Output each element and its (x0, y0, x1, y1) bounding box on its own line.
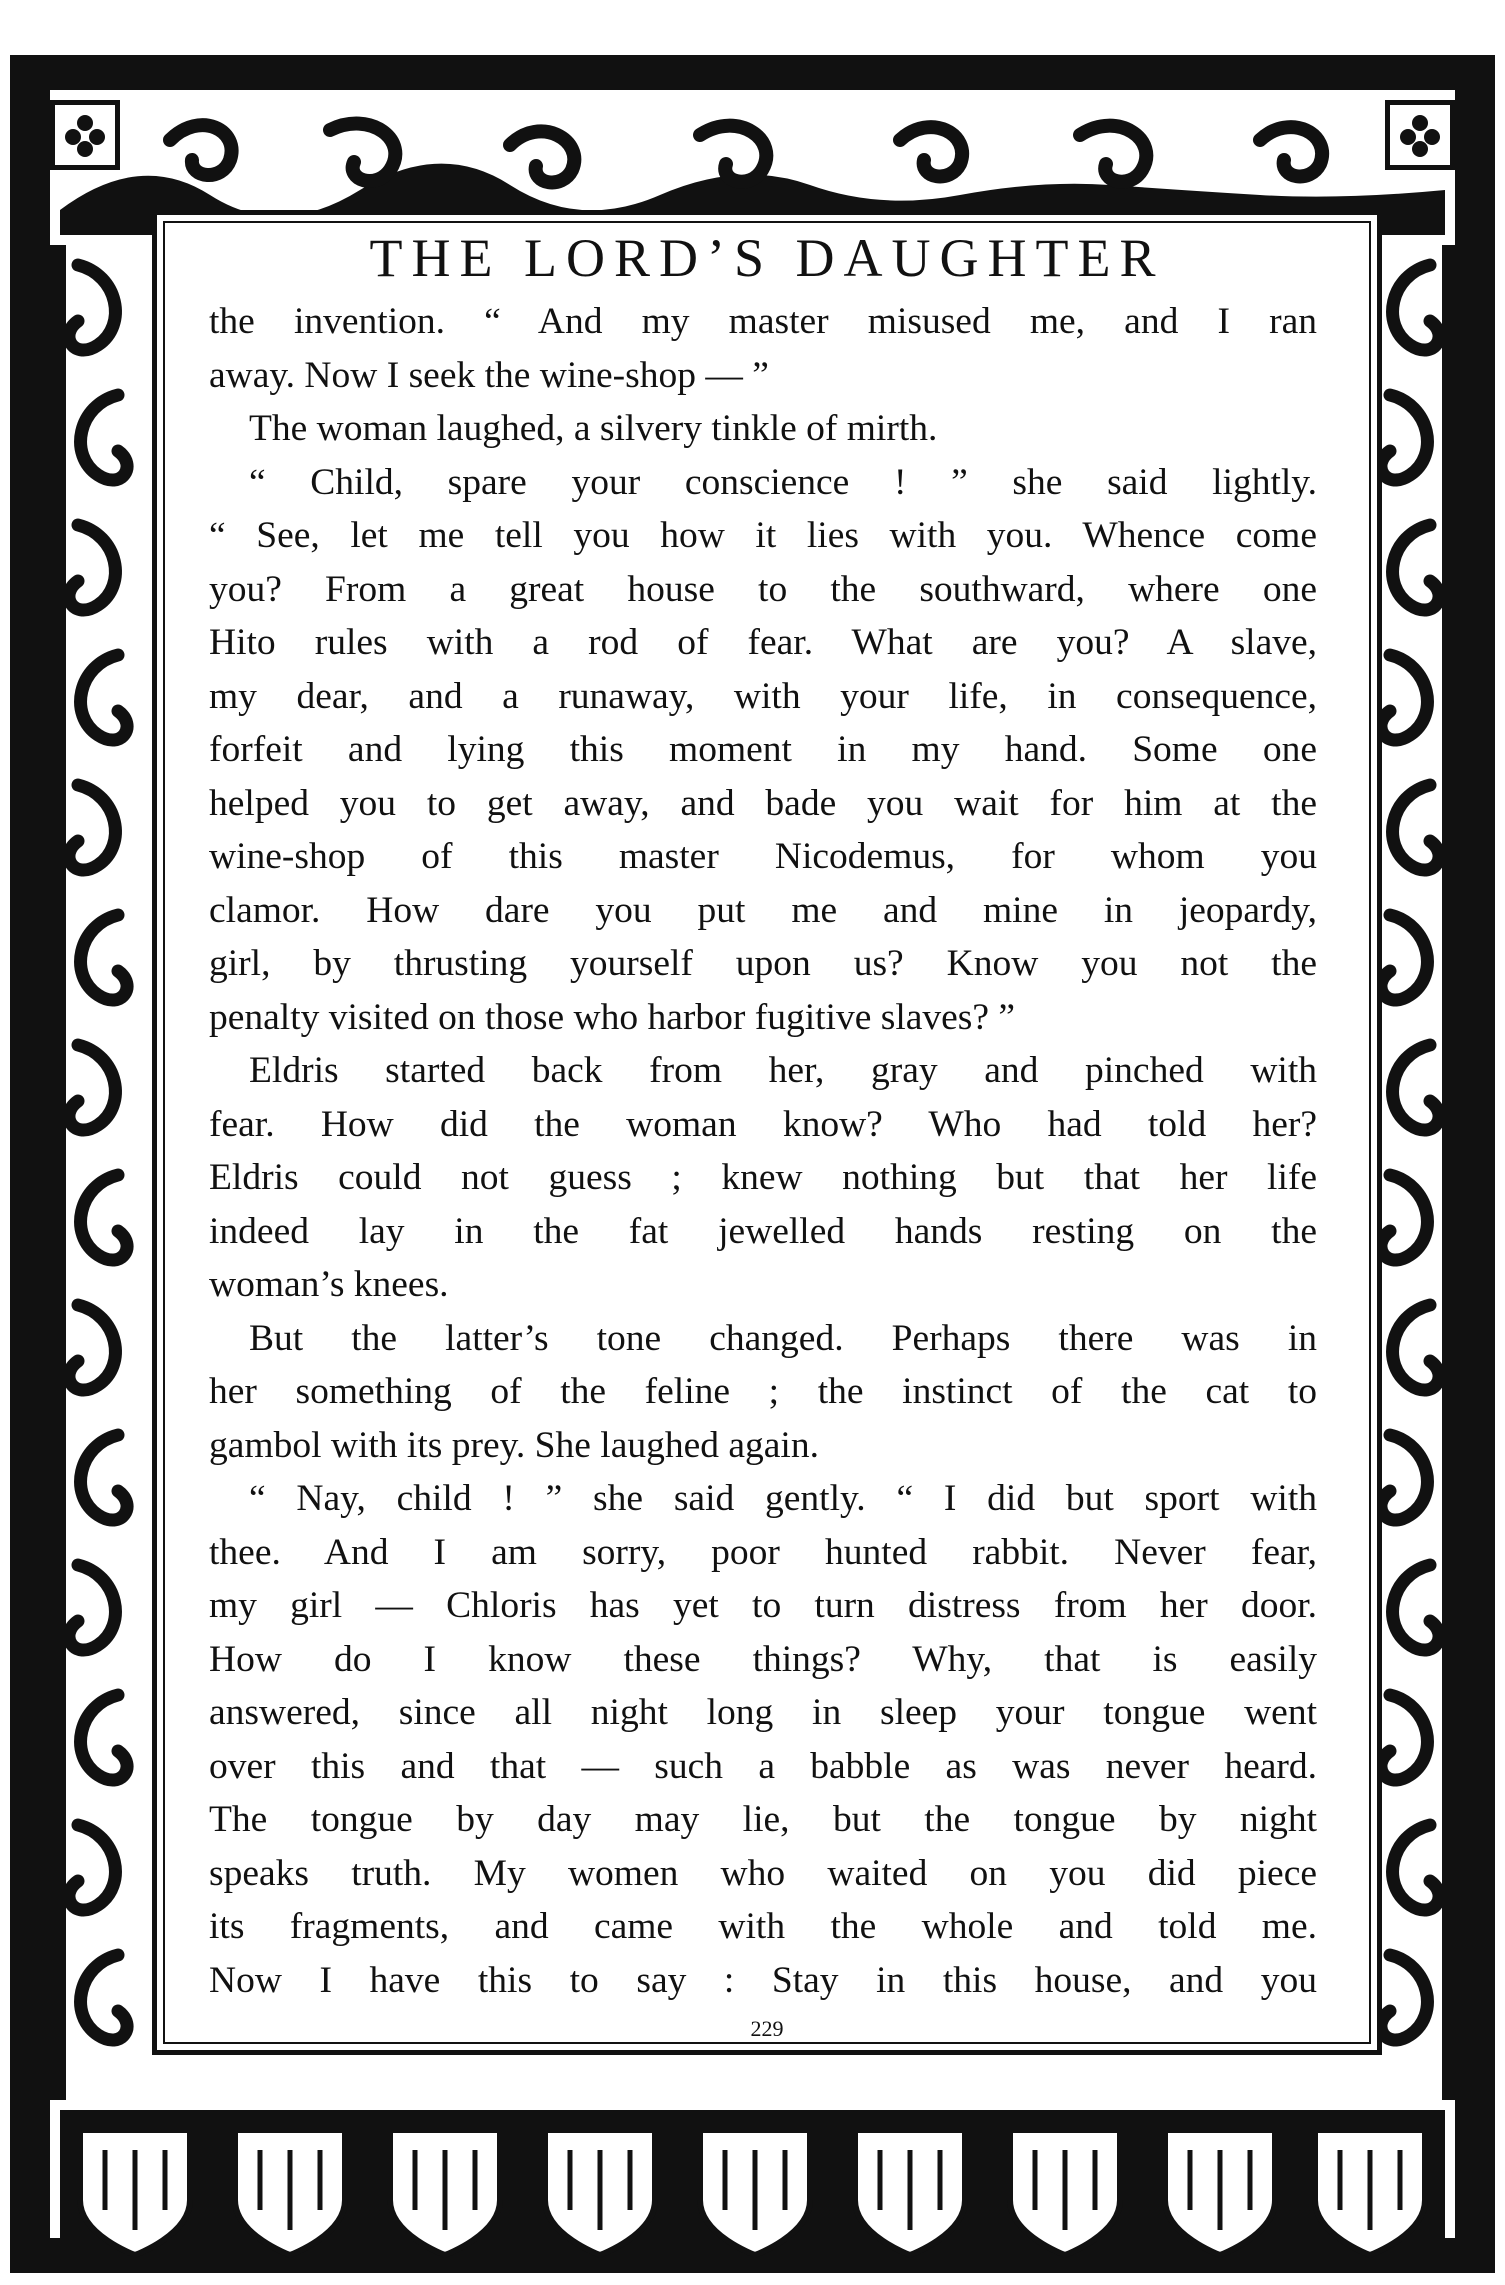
text-line: my dear, and a runaway, with your life, in consequence, (209, 675, 1317, 717)
text-line: you? From a great house to the southward, where one (209, 568, 1317, 610)
text-line: “ Nay, child ! ” she said gently. “ I did but sport with (249, 1478, 1317, 1519)
text-line: The tongue by day may lie, but the tongue by night (209, 1799, 1317, 1840)
text-line: “ Child, spare your conscience ! ” she said lightly. (249, 461, 1317, 503)
text-line: indeed lay in the fat jewelled hands resting on the (209, 1210, 1317, 1252)
text-line: gambol with its prey. She laughed again. (209, 1424, 819, 1466)
scroll-vine-icon (48, 245, 158, 2100)
text-line: clamor. How dare you put me and mine in jeopardy, (209, 889, 1317, 931)
text-line: penalty visited on those who harbor fugitive slaves? ” (209, 996, 1016, 1038)
text-line: woman’s knees. (209, 1264, 449, 1305)
text-line: Hito rules with a rod of fear. What are you? A slave, (209, 622, 1317, 663)
text-line: Eldris could not guess ; knew nothing but that her life (209, 1157, 1317, 1198)
page-number: 229 (750, 2016, 784, 2041)
text-line: girl, by thrusting yourself upon us? Know you not the (209, 943, 1317, 984)
rosette-icon (1385, 100, 1455, 170)
text-line: answered, since all night long in sleep your tongue went (209, 1692, 1317, 1733)
left-scroll-border (48, 245, 158, 2100)
text-line: Eldris started back from her, gray and pinched with (249, 1050, 1317, 1091)
bottom-shield-frieze (60, 2110, 1445, 2265)
text-line: Now I have this to say : Stay in this house, and you (209, 1959, 1317, 2001)
text-line: thee. And I am sorry, poor hunted rabbit. Never fear, (209, 1531, 1317, 1573)
text-line: over this and that — such a babble as was never heard. (209, 1745, 1317, 1787)
text-line: helped you to get away, and bade you wait for him at the (209, 782, 1317, 824)
text-line: my girl — Chloris has yet to turn distress from her door. (209, 1585, 1317, 1626)
text-line: her something of the feline ; the instinct of the cat to (209, 1371, 1317, 1412)
text-line: How do I know these things? Why, that is easily (209, 1638, 1317, 1680)
text-line: “ See, let me tell you how it lies with you. Whence come (209, 515, 1317, 556)
text-line: its fragments, and came with the whole and told me. (209, 1906, 1317, 1947)
text-line: fear. How did the woman know? Who had told her? (209, 1103, 1317, 1145)
shield-arch-icon (60, 2110, 1445, 2265)
text-panel (152, 210, 1382, 2055)
text-line: the invention. “ And my master misused me, and I ran (209, 301, 1317, 342)
text-line: The woman laughed, a silvery tinkle of mirth. (249, 408, 938, 449)
rosette-icon (50, 100, 120, 170)
text-line: wine-shop of this master Nicodemus, for whom you (209, 836, 1317, 877)
text-line: forfeit and lying this moment in my hand. Some one (209, 729, 1317, 770)
text-line: But the latter’s tone changed. Perhaps there was in (249, 1317, 1317, 1359)
text-line: speaks truth. My women who waited on you did piece (209, 1852, 1317, 1894)
running-head: THE LORD’S DAUGHTER (369, 228, 1165, 288)
text-line: away. Now I seek the wine-shop — ” (209, 354, 769, 396)
body-text (209, 295, 1317, 2007)
